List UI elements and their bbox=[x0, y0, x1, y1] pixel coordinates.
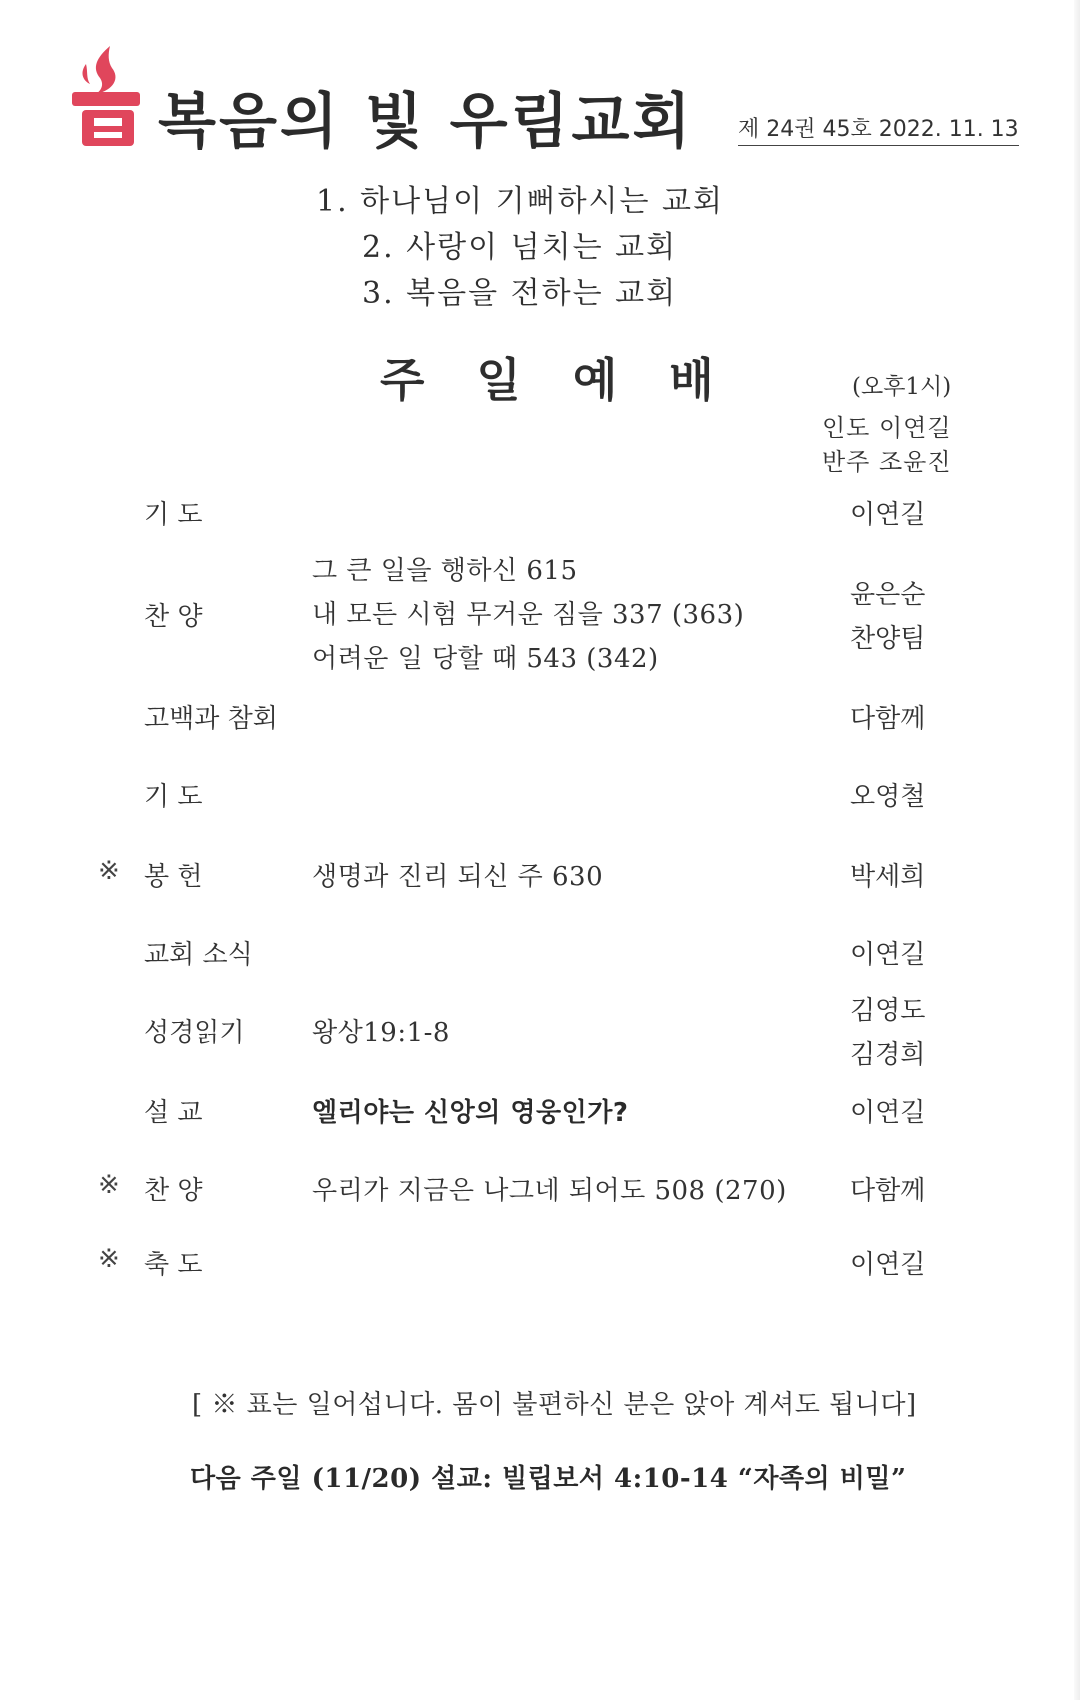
item-person: 이연길 bbox=[850, 1250, 926, 1280]
item-person: 다함께 bbox=[850, 1176, 926, 1206]
standing-mark: ※ bbox=[98, 1170, 120, 1200]
item-person: 박세희 bbox=[850, 862, 926, 892]
item-label-prayer: 기 도 bbox=[144, 782, 203, 812]
item-person: 찬양팀 bbox=[850, 624, 926, 654]
hymn-line: 어려운 일 당할 때 543 (342) bbox=[312, 644, 659, 674]
item-person: 다함께 bbox=[850, 704, 926, 734]
offering-hymn: 생명과 진리 되신 주 630 bbox=[312, 862, 604, 892]
sermon-title: 엘리야는 신앙의 영웅인가? bbox=[312, 1098, 629, 1128]
hymn-line: 그 큰 일을 행하신 615 bbox=[312, 556, 578, 586]
item-label-benediction: 축 도 bbox=[144, 1250, 203, 1280]
service-time: (오후1시) bbox=[852, 374, 952, 400]
service-title: 주일예배 bbox=[380, 353, 766, 407]
item-label-offering: 봉 헌 bbox=[144, 862, 203, 892]
standing-notice: [ ※ 표는 일어섭니다. 몸이 불편하신 분은 앉아 계셔도 됩니다] bbox=[192, 1390, 917, 1420]
standing-mark: ※ bbox=[98, 856, 120, 886]
item-label-praise: 찬 양 bbox=[144, 602, 203, 632]
church-logo-icon bbox=[66, 44, 146, 148]
next-sermon: 다음 주일 (11/20) 설교: 빌립보서 4:10-14 “자족의 비밀” bbox=[190, 1464, 907, 1494]
church-name: 복음의 빛 우림교회 bbox=[158, 87, 694, 157]
issue-number-date: 제 24권 45호 2022. 11. 13 bbox=[738, 112, 1019, 146]
item-person: 이연길 bbox=[850, 940, 926, 970]
motto-1: 1. 하나님이 기뻐하시는 교회 bbox=[316, 184, 725, 219]
hymn-line: 내 모든 시험 무거운 짐을 337 (363) bbox=[312, 600, 745, 630]
item-person: 김경희 bbox=[850, 1040, 926, 1070]
service-accompanist: 반주 조윤진 bbox=[822, 448, 952, 476]
standing-mark: ※ bbox=[98, 1244, 120, 1274]
item-person: 이연길 bbox=[850, 500, 926, 530]
item-label-sermon: 설 교 bbox=[144, 1098, 203, 1128]
scripture-reference: 왕상19:1-8 bbox=[312, 1018, 450, 1048]
scan-edge bbox=[1074, 0, 1080, 1700]
closing-hymn: 우리가 지금은 나그네 되어도 508 (270) bbox=[312, 1176, 787, 1206]
item-label-confession: 고백과 참회 bbox=[144, 704, 278, 734]
item-label-announcements: 교회 소식 bbox=[144, 940, 253, 970]
motto-2: 2. 사랑이 넘치는 교회 bbox=[362, 230, 678, 265]
item-label-prayer: 기 도 bbox=[144, 500, 203, 530]
item-person: 김영도 bbox=[850, 996, 926, 1026]
item-label-praise: 찬 양 bbox=[144, 1176, 203, 1206]
item-label-scripture: 성경읽기 bbox=[144, 1018, 245, 1048]
item-person: 윤은순 bbox=[850, 580, 926, 610]
motto-3: 3. 복음을 전하는 교회 bbox=[362, 276, 678, 311]
service-leader: 인도 이연길 bbox=[822, 414, 952, 442]
item-person: 오영철 bbox=[850, 782, 926, 812]
item-person: 이연길 bbox=[850, 1098, 926, 1128]
